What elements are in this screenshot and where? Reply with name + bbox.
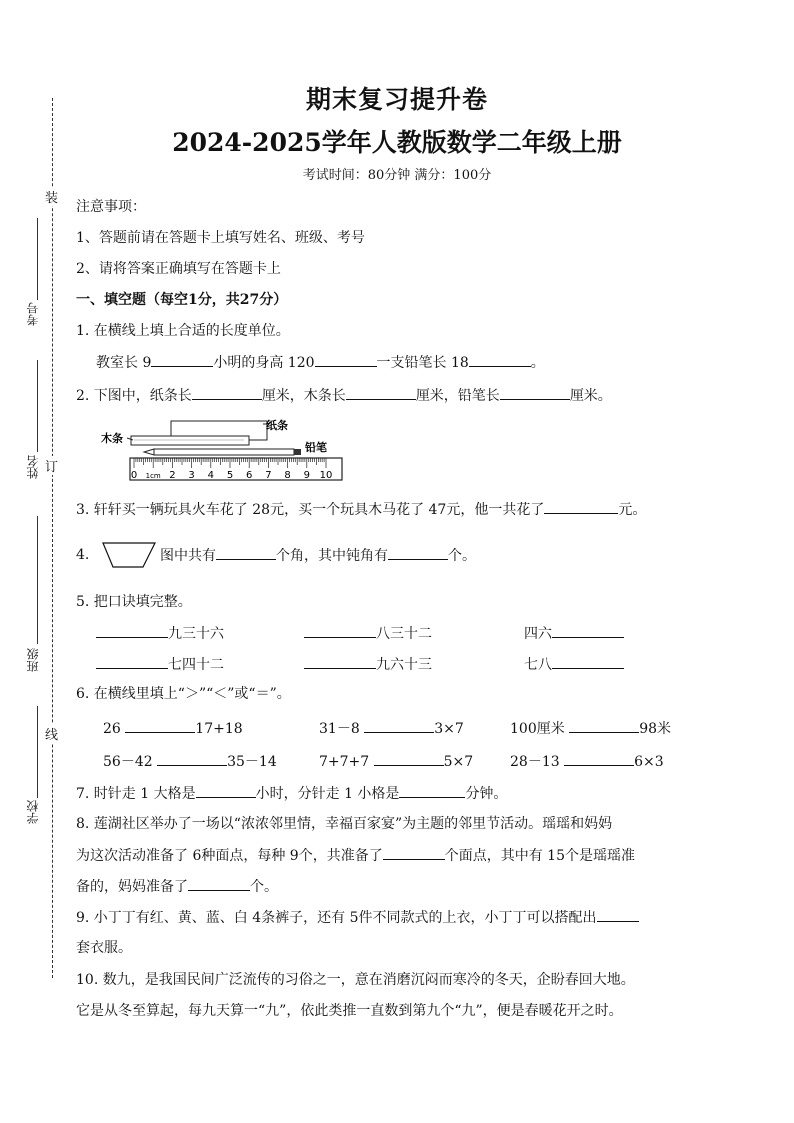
q6-left: 28－13 (510, 754, 560, 770)
ruler-tick-label: 5 (226, 470, 234, 481)
answer-blank[interactable] (364, 718, 434, 733)
q3-text-2: 元。 (618, 502, 647, 518)
banji-fill-line (37, 516, 38, 644)
paper-strip-label: 纸条 (266, 419, 288, 432)
wood-strip-label: 木条 (101, 432, 123, 445)
kaohao-fill-line (37, 218, 38, 300)
answer-blank[interactable] (304, 623, 376, 638)
q4-text-1: 图中共有 (160, 548, 216, 564)
q2-text-3: 厘米，铅笔长 (415, 388, 500, 404)
q5-item-6 (524, 654, 624, 675)
answer-blank[interactable] (552, 654, 624, 669)
q6-right: 98米 (639, 721, 672, 737)
q6-right: 35－14 (227, 754, 277, 770)
answer-blank[interactable] (315, 352, 377, 367)
q2-text-1: 2. 下图中，纸条长 (76, 388, 192, 404)
q7-text-1: 7. 时针走 1 大格是 (76, 786, 196, 802)
q6-left: 7+7+7 (319, 754, 370, 770)
q6-item (319, 751, 473, 772)
answer-blank[interactable] (552, 623, 624, 638)
q6-right: 6×3 (634, 754, 664, 770)
notice-item-2: 2、请将答案正确填写在答题卡上 (76, 261, 281, 277)
q2-text-4: 厘米。 (569, 388, 612, 404)
q5-text: 七四十二 (168, 657, 224, 673)
q5-item-1 (96, 623, 224, 644)
q8-line-2 (76, 845, 635, 866)
exam-meta: 考试时间：80分钟 满分：100分 (302, 168, 492, 183)
answer-blank[interactable] (192, 385, 262, 400)
section-1-title: 一、填空题（每空1分，共27分） (76, 292, 288, 308)
q7-text-2: 小时，分针走 1 小格是 (255, 786, 400, 802)
q8-line-3 (76, 876, 278, 897)
q6-item (319, 718, 464, 739)
answer-blank[interactable] (388, 545, 448, 560)
ruler-tick-label: 9 (303, 470, 310, 481)
q3-text-1: 3. 轩轩买一辆玩具火车花了 28元，买一个玩具木马花了 47元，他一共花了 (76, 502, 545, 518)
q6-stem: 6. 在横线里填上“＞”“＜”或“＝”。 (76, 686, 291, 702)
answer-blank[interactable] (597, 907, 639, 922)
q1-line (96, 352, 545, 373)
q8-text-1: 为这次活动准备了 6种面点，每种 9个，共准备了 (76, 848, 383, 864)
answer-blank[interactable] (188, 876, 250, 891)
pencil-label: 铅笔 (305, 441, 327, 454)
q6-item (510, 718, 671, 739)
q1-b: 小明的身高 120 (213, 355, 315, 371)
q1-stem: 1. 在横线上填上合适的长度单位。 (76, 323, 290, 339)
q6-item (103, 718, 243, 739)
trapezoid-icon (101, 541, 157, 569)
q1-a: 教室长 9 (96, 355, 152, 371)
exam-subtitle: 2024-2025学年人教版数学二年级上册 (172, 128, 622, 157)
q2-line (76, 385, 612, 406)
q6-left: 100厘米 (510, 721, 565, 737)
answer-blank[interactable] (383, 845, 445, 860)
q7-line (76, 783, 507, 804)
q5-item-4 (96, 654, 224, 675)
answer-blank[interactable] (96, 623, 168, 638)
xuexiao-label: 学校 (26, 800, 40, 824)
banji-label: 班级 (26, 648, 40, 672)
q3-line (76, 499, 646, 520)
q5-text: 九三十六 (168, 626, 224, 642)
q2-text-2: 厘米，木条长 (261, 388, 346, 404)
q5-item-5 (304, 654, 432, 675)
q8-text-3: 备的，妈妈准备了 (76, 879, 188, 895)
q5-text: 四六 (524, 626, 552, 642)
ruler-tick-label: 7 (265, 470, 272, 481)
xuexiao-fill-line (37, 706, 38, 798)
ruler-tick-label: 2 (169, 470, 176, 481)
answer-blank[interactable] (125, 718, 195, 733)
binding-dashed-line (52, 98, 53, 978)
answer-blank[interactable] (564, 751, 634, 766)
q9-line-2: 套衣服。 (76, 940, 132, 956)
q1-end: 。 (530, 355, 545, 371)
wood-strip (131, 436, 249, 445)
q8-line-1: 8. 莲湖社区举办了一场以“浓浓邻里情，幸福百家宴”为主题的邻里节活动。瑶瑶和妈妈 (76, 816, 613, 832)
answer-blank[interactable] (346, 385, 416, 400)
q6-left: 31－8 (319, 721, 360, 737)
ruler-tick-label: 4 (207, 470, 214, 481)
answer-blank[interactable] (196, 783, 256, 798)
q4-num: 4. (76, 547, 90, 563)
q5-text: 九六十三 (376, 657, 432, 673)
q10-line-1: 10. 数九，是我国民间广泛流传的习俗之一，意在消磨沉闷而寒冷的冬天，企盼春回大地。 (76, 972, 635, 988)
answer-blank[interactable] (151, 352, 213, 367)
ruler-tick-label: 3 (188, 470, 195, 481)
ruler-figure (98, 414, 346, 482)
q6-left: 26 (103, 721, 121, 737)
xingming-fill-line (37, 360, 38, 452)
ruler-tick-label: 6 (246, 470, 253, 481)
answer-blank[interactable] (157, 751, 227, 766)
q4-text-3: 个。 (448, 548, 476, 564)
notice-title: 注意事项： (76, 199, 146, 215)
q5-stem: 5. 把口诀填完整。 (76, 594, 192, 610)
pencil (154, 449, 294, 455)
answer-blank[interactable] (469, 352, 531, 367)
q9-text-1: 9. 小丁丁有红、黄、蓝、白 4条裤子，还有 5件不同款式的上衣，小丁丁可以搭配出 (76, 910, 597, 926)
ruler-tick-label: 8 (284, 470, 291, 481)
answer-blank[interactable] (374, 751, 444, 766)
q5-item-3 (524, 623, 624, 644)
q5-text: 七八 (524, 657, 552, 673)
answer-blank[interactable] (500, 385, 570, 400)
answer-blank[interactable] (96, 654, 168, 669)
answer-blank[interactable] (304, 654, 376, 669)
q5-text: 八三十二 (376, 626, 432, 642)
answer-blank[interactable] (399, 783, 465, 798)
binding-mark-zhuang: 装 (45, 187, 58, 206)
q9-line-1 (76, 907, 639, 928)
q8-text-4: 个。 (250, 879, 278, 895)
q5-item-2 (304, 623, 432, 644)
q8-text-2: 个面点，其中有 15个是瑶瑶准 (444, 848, 635, 864)
q7-text-3: 分钟。 (465, 786, 508, 802)
exam-title: 期末复习提升卷 (305, 85, 488, 114)
xingming-label: 姓名 (26, 455, 40, 479)
answer-blank[interactable] (544, 499, 618, 514)
q6-right: 5×7 (443, 754, 474, 770)
ruler-tick-label: 0 (130, 470, 138, 481)
binding-mark-xian: 线 (45, 724, 58, 743)
answer-blank[interactable] (569, 718, 639, 733)
answer-blank[interactable] (216, 545, 276, 560)
q6-item (103, 751, 277, 772)
ruler-tick-label: 10 (319, 470, 333, 481)
q4-line (160, 545, 476, 566)
q4-text-2: 个角，其中钝角有 (276, 548, 388, 564)
q6-right: 17+18 (195, 721, 243, 737)
ruler-tick-label: 1cm (145, 472, 161, 480)
binding-mark-ding: 订 (45, 456, 58, 475)
kaohao-label: 考号 (26, 302, 40, 326)
q6-item (510, 751, 664, 772)
notice-item-1: 1、答题前请在答题卡上填写姓名、班级、考号 (76, 230, 365, 246)
q10-line-2: 它是从冬至算起，每九天算一“九”，依此类推一直数到第九个“九”，便是春暖花开之时。 (76, 1003, 623, 1019)
q1-c: 一支铅笔长 18 (376, 355, 469, 371)
q6-right: 3×7 (434, 721, 464, 737)
q6-left: 56－42 (103, 754, 153, 770)
